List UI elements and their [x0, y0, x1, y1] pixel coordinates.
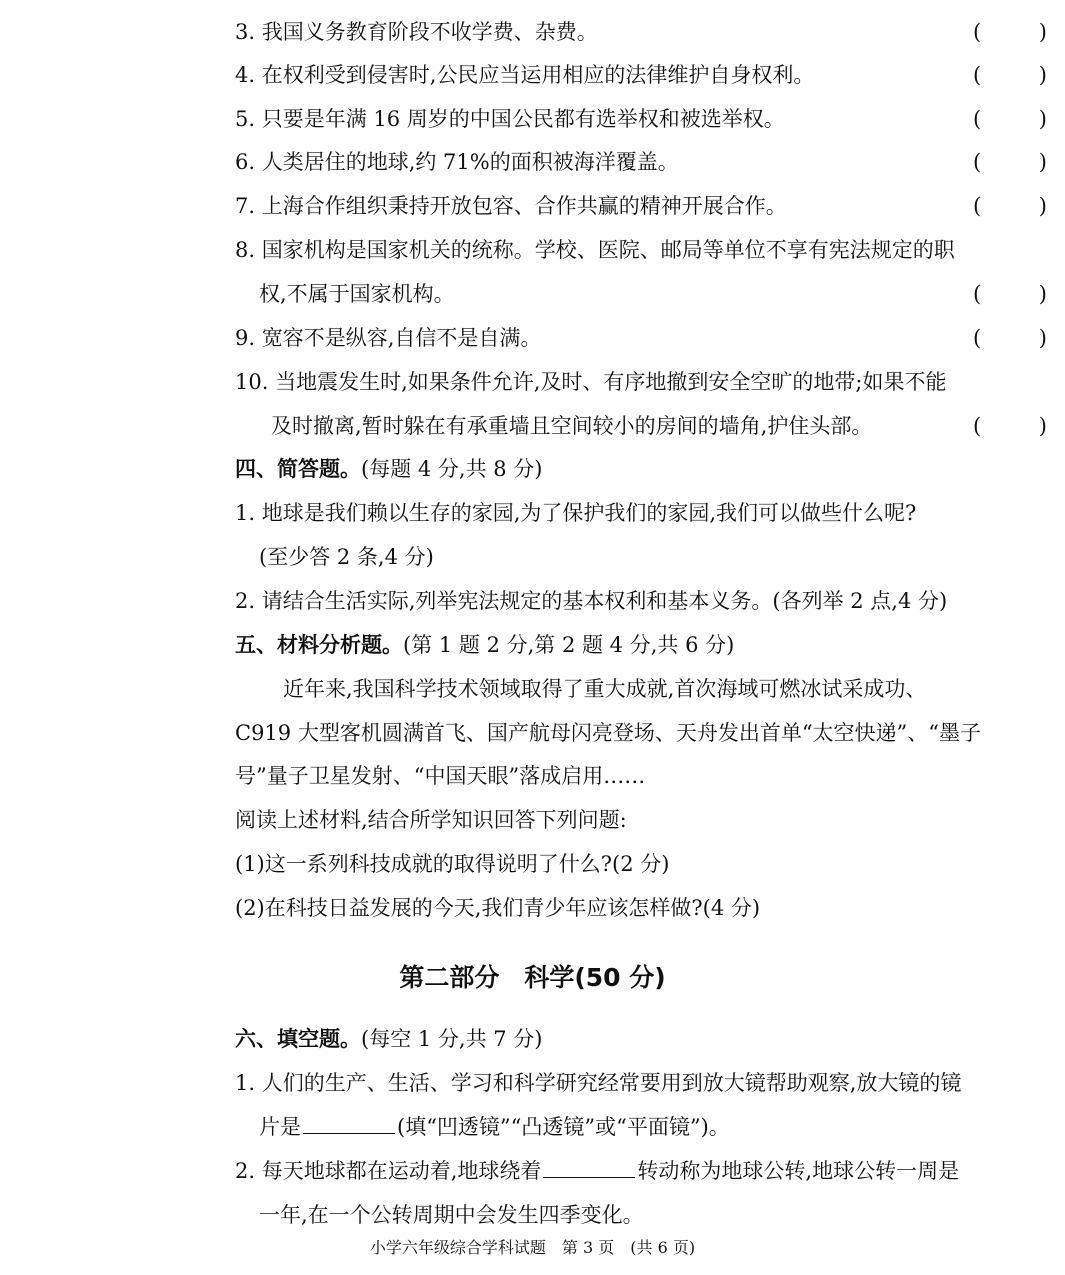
answer-paren: ( ) — [973, 63, 1047, 87]
material-line-2: C919 大型客机圆满首飞、国产航母闪亮登场、天舟发出首单“太空快递”、“墨子 — [235, 721, 982, 745]
section-6-q1-line1: 1. 人们的生产、生活、学习和科学研究经常要用到放大镜帮助观察,放大镜的镜 — [235, 1071, 962, 1095]
answer-paren: ( ) — [973, 150, 1047, 174]
judgement-item-8-line2: 权,不属于国家机构。 ( ) — [259, 279, 1047, 309]
page-footer: 小学六年级综合学科试题 第 3 页 (共 6 页) — [369, 1238, 696, 1257]
judgement-item-3: 3. 我国义务教育阶段不收学费、杂费。 ( ) — [235, 17, 1047, 47]
section-5-heading: 五、材料分析题。(第 1 题 2 分,第 2 题 4 分,共 6 分) — [235, 633, 735, 657]
material-line-1: 近年来,我国科学技术领域取得了重大成就,首次海域可燃冰试采成功、 — [283, 677, 927, 701]
section-4-q1-line2: (至少答 2 条,4 分) — [259, 545, 434, 569]
judgement-item-8-line1: 8. 国家机构是国家机关的统称。学校、医院、邮局等单位不享有宪法规定的职 — [235, 238, 955, 262]
section-5-instruction: 阅读上述材料,结合所学知识回答下列问题: — [235, 808, 627, 832]
section-4-q1-line1: 1. 地球是我们赖以生存的家园,为了保护我们的家园,我们可以做些什么呢? — [235, 501, 917, 525]
section-6-q2-line2: 一年,在一个公转周期中会发生四季变化。 — [259, 1203, 644, 1227]
section-5-q1: (1)这一系列科技成就的取得说明了什么?(2 分) — [235, 852, 670, 876]
section-6-q1-line2: 片是 (填“凹透镜”“凸透镜”或“平面镜”)。 — [259, 1115, 730, 1139]
judgement-item-7: 7. 上海合作组织秉持开放包容、合作共赢的精神开展合作。 ( ) — [235, 191, 1047, 221]
judgement-item-4: 4. 在权利受到侵害时,公民应当运用相应的法律维护自身权利。 ( ) — [235, 60, 1047, 90]
answer-blank[interactable] — [543, 1159, 635, 1178]
answer-paren: ( ) — [973, 20, 1047, 44]
judgement-item-10-line1: 10. 当地震发生时,如果条件允许,及时、有序地撤到安全空旷的地带;如果不能 — [235, 370, 947, 394]
answer-paren: ( ) — [973, 194, 1047, 218]
judgement-item-9: 9. 宽容不是纵容,自信不是自满。 ( ) — [235, 323, 1047, 353]
answer-paren: ( ) — [973, 326, 1047, 350]
section-6-heading: 六、填空题。(每空 1 分,共 7 分) — [235, 1027, 543, 1051]
section-5-q2: (2)在科技日益发展的今天,我们青少年应该怎样做?(4 分) — [235, 896, 761, 920]
answer-paren: ( ) — [973, 107, 1047, 131]
section-6-q2-line1: 2. 每天地球都在运动着,地球绕着 转动称为地球公转,地球公转一周是 — [235, 1159, 960, 1183]
answer-paren: ( ) — [973, 414, 1047, 438]
section-4-heading: 四、简答题。(每题 4 分,共 8 分) — [235, 457, 543, 481]
material-line-3: 号”量子卫星发射、“中国天眼”落成启用…… — [235, 764, 646, 788]
judgement-item-6: 6. 人类居住的地球,约 71%的面积被海洋覆盖。 ( ) — [235, 147, 1047, 177]
section-4-q2: 2. 请结合生活实际,列举宪法规定的基本权利和基本义务。(各列举 2 点,4 分) — [235, 589, 948, 613]
part-2-title: 第二部分 科学(50 分) — [399, 963, 666, 992]
judgement-item-10-line2: 及时撤离,暂时躲在有承重墙且空间较小的房间的墙角,护住头部。 ( ) — [271, 411, 1047, 441]
answer-paren: ( ) — [973, 282, 1047, 306]
answer-blank[interactable] — [303, 1115, 395, 1134]
judgement-item-5: 5. 只要是年满 16 周岁的中国公民都有选举权和被选举权。 ( ) — [235, 104, 1047, 134]
